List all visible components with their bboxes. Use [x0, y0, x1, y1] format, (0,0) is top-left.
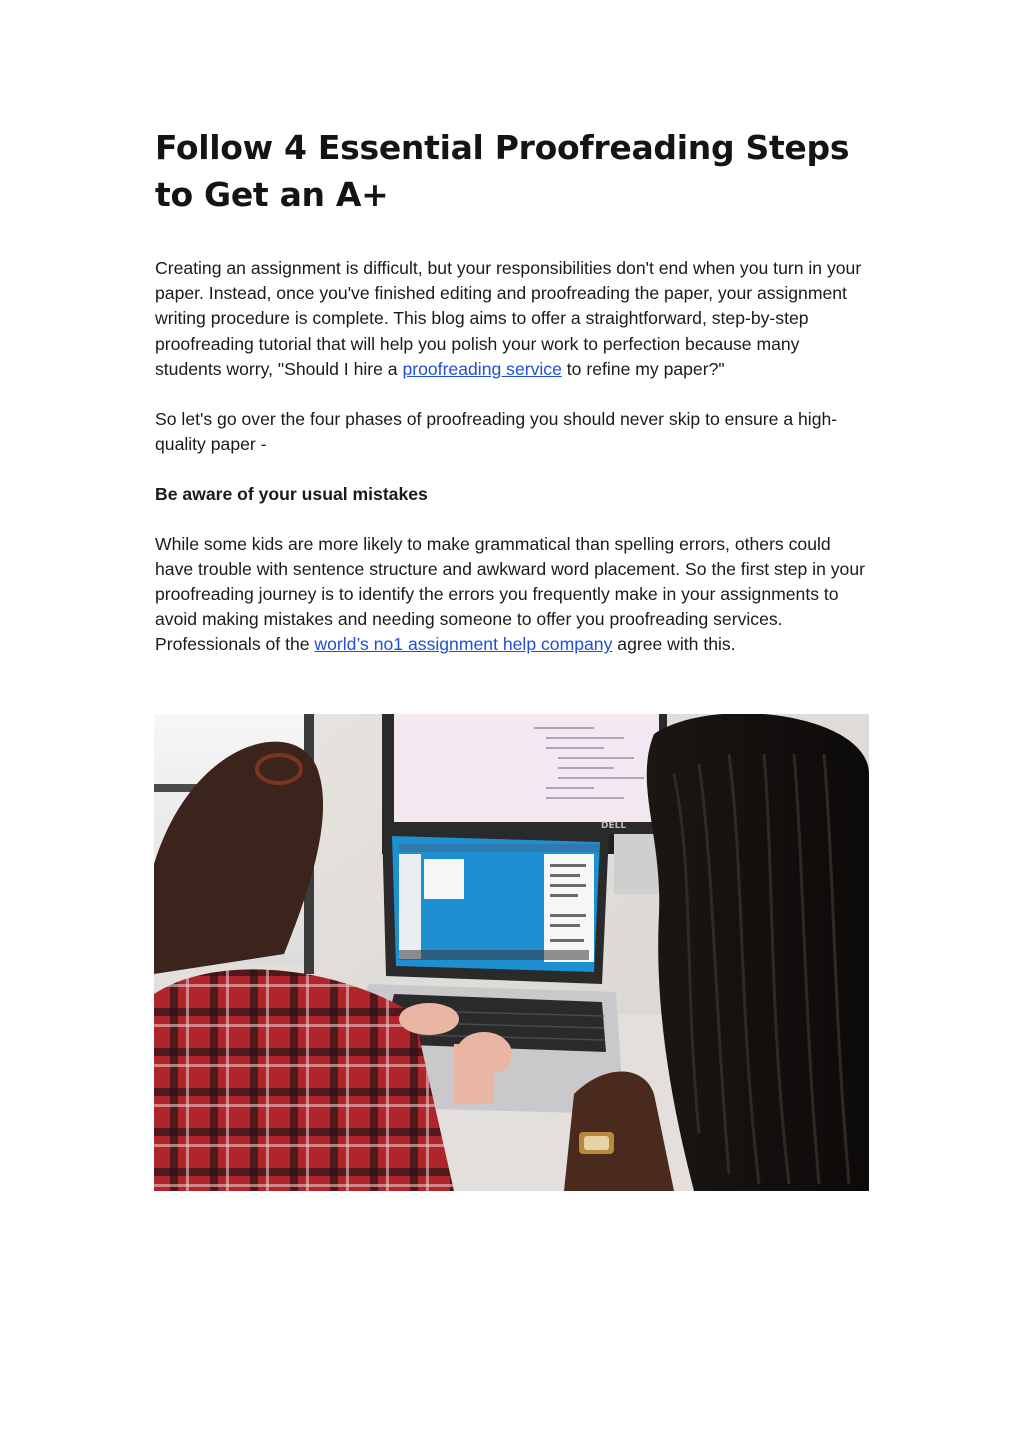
mistakes-text: While some kids are more likely to make grammatical than spelling errors, others could have trouble with sentence structure and awkward word placement. So the first step in your proofreading journey is to identify the errors you frequently make in your assignments to avoid making mistakes and needing someone to offer you proofreading services. Professionals of the — [155, 533, 865, 655]
intro-text-end: to refine my paper?" — [561, 358, 725, 379]
proofreading-service-link[interactable]: proofreading service — [402, 358, 562, 379]
article-photo — [154, 714, 869, 1191]
mistakes-text-end: agree with this. — [612, 634, 736, 655]
intro-paragraph — [155, 256, 870, 382]
phases-paragraph: So let's go over the four phases of proofreading you should never skip to ensure a high-quality paper - — [155, 409, 838, 455]
mistakes-paragraph — [155, 532, 870, 658]
monitor-brand-label: DELL — [601, 821, 627, 831]
article-title: Follow 4 Essential Proofreading Steps to Get an A+ — [155, 128, 850, 214]
intro-text: Creating an assignment is difficult, but your responsibilities don't end when you turn in your paper. Instead, once you've finished editing and proofreading the paper, your assignment writing procedure is complete. This blog aims to offer a straightforward, step-by-step proofreading tutorial that will help you polish your work to perfection because many students worry, "Should I hire a — [155, 258, 862, 379]
article — [155, 124, 870, 658]
section-heading: Be aware of your usual mistakes — [155, 484, 428, 505]
students-laptop-illustration — [154, 714, 869, 1191]
assignment-help-company-link[interactable]: world’s no1 assignment help company — [314, 634, 613, 655]
